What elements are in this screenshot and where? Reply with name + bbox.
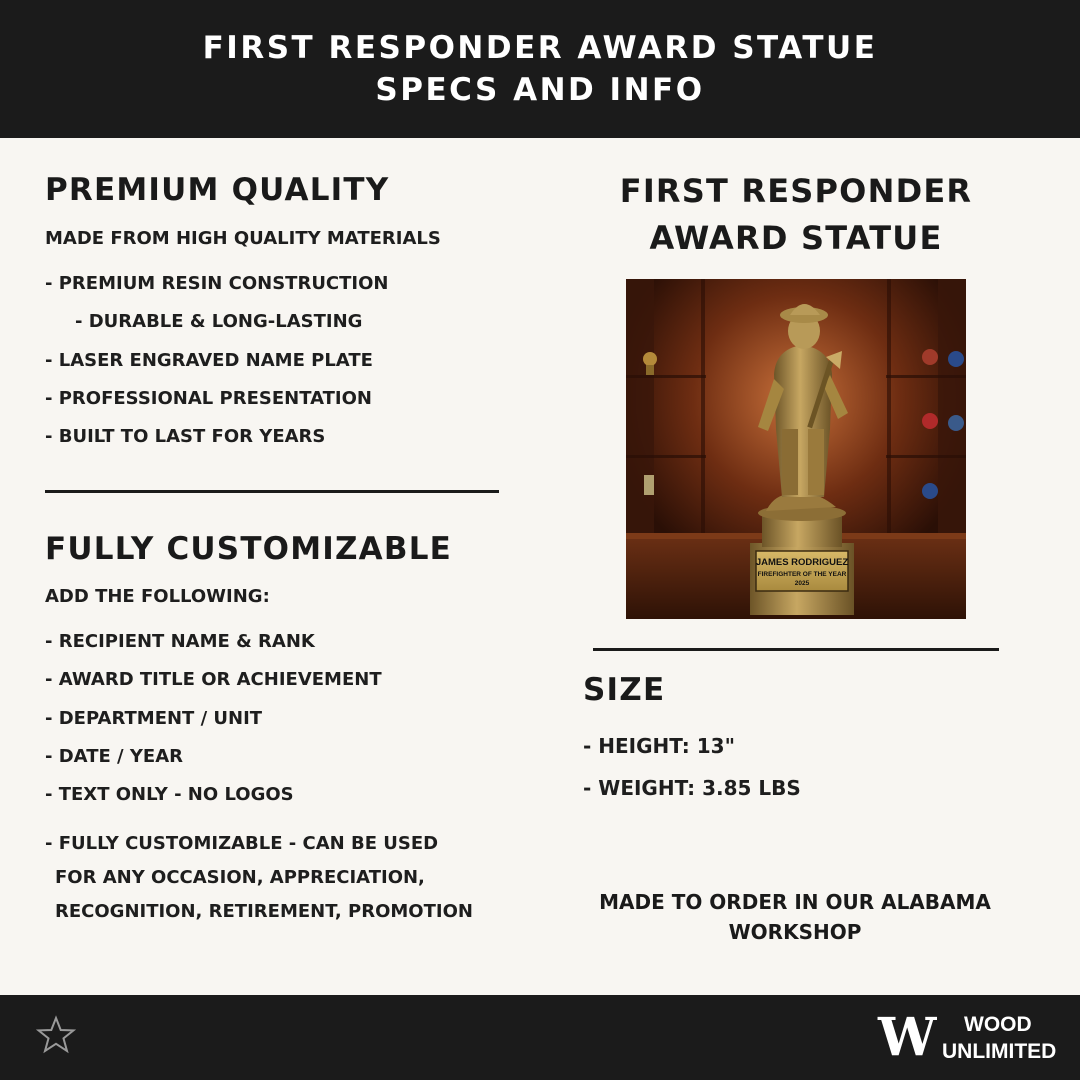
size-heading: SIZE <box>583 672 666 708</box>
custom-item: - TEXT ONLY - NO LOGOS <box>45 784 294 805</box>
custom-item: - DEPARTMENT / UNIT <box>45 708 263 729</box>
product-title-line2: AWARD STATUE <box>649 219 943 257</box>
size-weight: - WEIGHT: 3.85 LBS <box>583 776 801 800</box>
quality-item: - PROFESSIONAL PRESENTATION <box>45 388 372 409</box>
quality-item: - DURABLE & LONG-LASTING <box>75 311 363 332</box>
quality-item: - LASER ENGRAVED NAME PLATE <box>45 350 373 371</box>
custom-note-line: FOR ANY OCCASION, APPRECIATION, <box>55 867 425 888</box>
product-title <box>590 168 1002 262</box>
custom-item: - DATE / YEAR <box>45 746 184 767</box>
header-title-line2: SPECS AND INFO <box>375 72 705 108</box>
product-title-line1: FIRST RESPONDER <box>619 172 973 210</box>
custom-note-line: - FULLY CUSTOMIZABLE - CAN BE USED <box>45 833 439 854</box>
page-footer <box>0 995 1080 1080</box>
made-line2: WORKSHOP <box>728 920 862 944</box>
quality-item: - PREMIUM RESIN CONSTRUCTION <box>45 273 389 294</box>
wood-unlimited-logo <box>876 1005 1056 1069</box>
section-divider <box>45 490 499 493</box>
quality-lead: MADE FROM HIGH QUALITY MATERIALS <box>45 228 441 249</box>
custom-note-line: RECOGNITION, RETIREMENT, PROMOTION <box>55 901 473 922</box>
star-icon <box>36 1015 76 1055</box>
made-line1: MADE TO ORDER IN OUR ALABAMA <box>599 890 991 914</box>
premium-quality-heading: PREMIUM QUALITY <box>45 172 390 208</box>
size-height: - HEIGHT: 13" <box>583 734 736 758</box>
product-photo <box>626 279 966 619</box>
custom-lead: ADD THE FOLLOWING: <box>45 586 270 607</box>
quality-item: - BUILT TO LAST FOR YEARS <box>45 426 326 447</box>
plate-year: 2025 <box>794 580 810 587</box>
logo-word-unlimited: UNLIMITED <box>942 1040 1056 1063</box>
made-to-order-note <box>585 887 1005 947</box>
header-title-line1: FIRST RESPONDER AWARD STATUE <box>202 30 878 66</box>
plate-name: JAMES RODRIGUEZ <box>755 557 849 568</box>
custom-item: - AWARD TITLE OR ACHIEVEMENT <box>45 669 382 690</box>
page-header <box>0 0 1080 138</box>
plate-title: FIREFIGHTER OF THE YEAR <box>757 571 847 578</box>
svg-text:W: W <box>878 1007 937 1068</box>
section-divider <box>593 648 999 651</box>
logo-word-wood: WOOD <box>964 1013 1032 1036</box>
custom-item: - RECIPIENT NAME & RANK <box>45 631 315 652</box>
fully-customizable-heading: FULLY CUSTOMIZABLE <box>45 531 453 567</box>
